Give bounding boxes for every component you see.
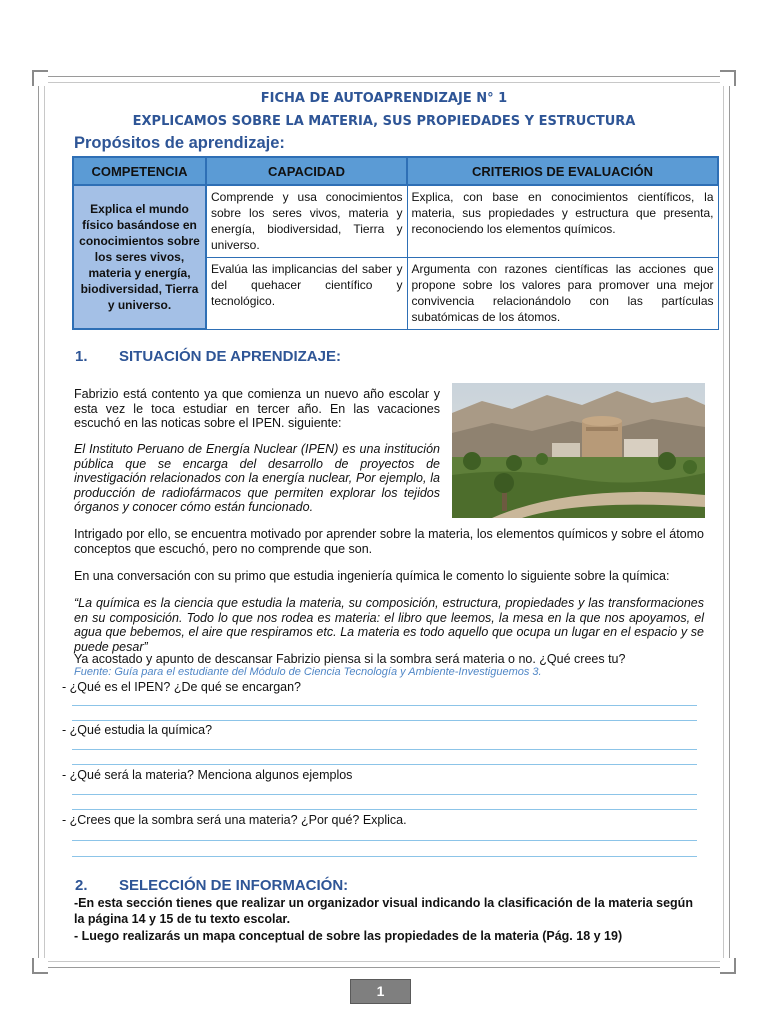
section-title: SITUACIÓN DE APRENDIZAJE: xyxy=(119,348,341,365)
answer-line[interactable] xyxy=(72,794,697,795)
table-header-row xyxy=(73,157,718,185)
purposes-heading: Propósitos de aprendizaje: xyxy=(74,134,285,152)
competency-cell: Explica el mundo físico basándose en conocimientos sobre los seres vivos, materia y energía, biodiversidad, Tierra y universo. xyxy=(73,185,206,329)
section-heading-situacion xyxy=(75,348,341,365)
worksheet-title: FICHA DE AUTOAPRENDIZAJE N° 1 xyxy=(260,91,508,106)
paragraph-question-shadow: Ya acostado y apunto de descansar Fabrizio piensa si la sombra será materia o no. ¿Qué crees tu? xyxy=(74,652,626,666)
answer-line[interactable] xyxy=(72,764,697,765)
page-number: 1 xyxy=(350,979,411,1004)
quote-chemistry: “La química es la ciencia que estudia la materia, su composición, estructura, propiedades y las transformaciones en su composición. Todo lo que nos rodea es materia: el libro que leemos, la mesa en la que nos apoyamos, el agua que bebemos, el aire que respiramos etc. La materia es todo aquello que ocupa un lugar en el espacio y se puede pesar” xyxy=(74,596,704,654)
paragraph-conversation: En una conversación con su primo que estudia ingeniería química le comento lo siguiente sobre la química: xyxy=(74,569,670,583)
criteria-cell: Explica, con base en conocimientos científicos, la materia, sus propiedades y estructura que presenta, reconociendo los elementos químicos. xyxy=(407,185,718,257)
paragraph-intro: Fabrizio está contento ya que comienza un nuevo año escolar y esta vez le toca estudiar en tercer año. En las vacaciones escuchó en las noticas sobre el IPEN. siguiente: xyxy=(74,387,440,430)
competency-table xyxy=(72,156,719,330)
border-corner-ornament xyxy=(32,958,48,974)
answer-line[interactable] xyxy=(72,720,697,721)
paragraph-ipen: El Instituto Peruano de Energía Nuclear (IPEN) es una institución pública que se encarga del desarrollo de proyectos de investigación relacionados con la energía nuclear, Por ejemplo, la producción de radiofármacos que permiten explorar los tejidos órganos y conocer cómo están funcionado. xyxy=(74,442,440,514)
capacity-cell: Comprende y usa conocimientos sobre los seres vivos, materia y energía, biodiversidad, Tierra y universo. xyxy=(206,185,407,257)
section-heading-seleccion xyxy=(75,877,348,894)
ipen-facility-photo xyxy=(452,383,705,518)
answer-line[interactable] xyxy=(72,749,697,750)
answer-line[interactable] xyxy=(72,705,697,706)
source-citation: Fuente: Guía para el estudiante del Módulo de Ciencia Tecnología y Ambiente-Investiguemos 3. xyxy=(74,666,542,678)
question-matter: - ¿Qué será la materia? Menciona algunos ejemplos xyxy=(62,768,353,782)
capacity-cell: Evalúa las implicancias del saber y del quehacer científico y tecnológico. xyxy=(206,257,407,329)
question-ipen: - ¿Qué es el IPEN? ¿De qué se encargan? xyxy=(62,680,302,694)
question-chemistry: - ¿Qué estudia la química? xyxy=(62,723,213,737)
instruction-concept-map: - Luego realizarás un mapa conceptual de sobre las propiedades de la materia (Pág. 18 y 19) xyxy=(74,929,623,943)
answer-line[interactable] xyxy=(72,809,697,810)
question-shadow: - ¿Crees que la sombra será una materia? ¿Por qué? Explica. xyxy=(62,813,407,827)
border-corner-ornament xyxy=(32,70,48,86)
answer-line[interactable] xyxy=(72,840,697,841)
section-title: SELECCIÓN DE INFORMACIÓN: xyxy=(119,877,349,894)
worksheet-subtitle: EXPLICAMOS SOBRE LA MATERIA, SUS PROPIEDADES Y ESTRUCTURA xyxy=(132,114,636,129)
answer-line[interactable] xyxy=(72,856,697,857)
paragraph-motivation: Intrigado por ello, se encuentra motivado por aprender sobre la materia, los elementos químicos y sobre el átomo conceptos que escuchó, pero no comprende que son. xyxy=(74,527,704,556)
column-header-criterios: CRITERIOS DE EVALUACIÓN xyxy=(407,157,718,185)
table-row xyxy=(73,185,718,257)
section-number: 2. xyxy=(75,877,88,894)
border-corner-ornament xyxy=(720,70,736,86)
ipen-photo-illustration xyxy=(452,383,705,518)
border-corner-ornament xyxy=(720,958,736,974)
instruction-organizer: -En esta sección tienes que realizar un organizador visual indicando la clasificación de la materia según la página 14 y 15 de tu texto escolar. xyxy=(74,896,693,926)
column-header-capacidad: CAPACIDAD xyxy=(206,157,407,185)
criteria-cell: Argumenta con razones científicas las acciones que propone sobre los valores para promover una mejor convivencia relacionándolo con las partículas subatómicas de los átomos. xyxy=(407,257,718,329)
column-header-competencia: COMPETENCIA xyxy=(73,157,206,185)
section-number: 1. xyxy=(75,348,88,365)
